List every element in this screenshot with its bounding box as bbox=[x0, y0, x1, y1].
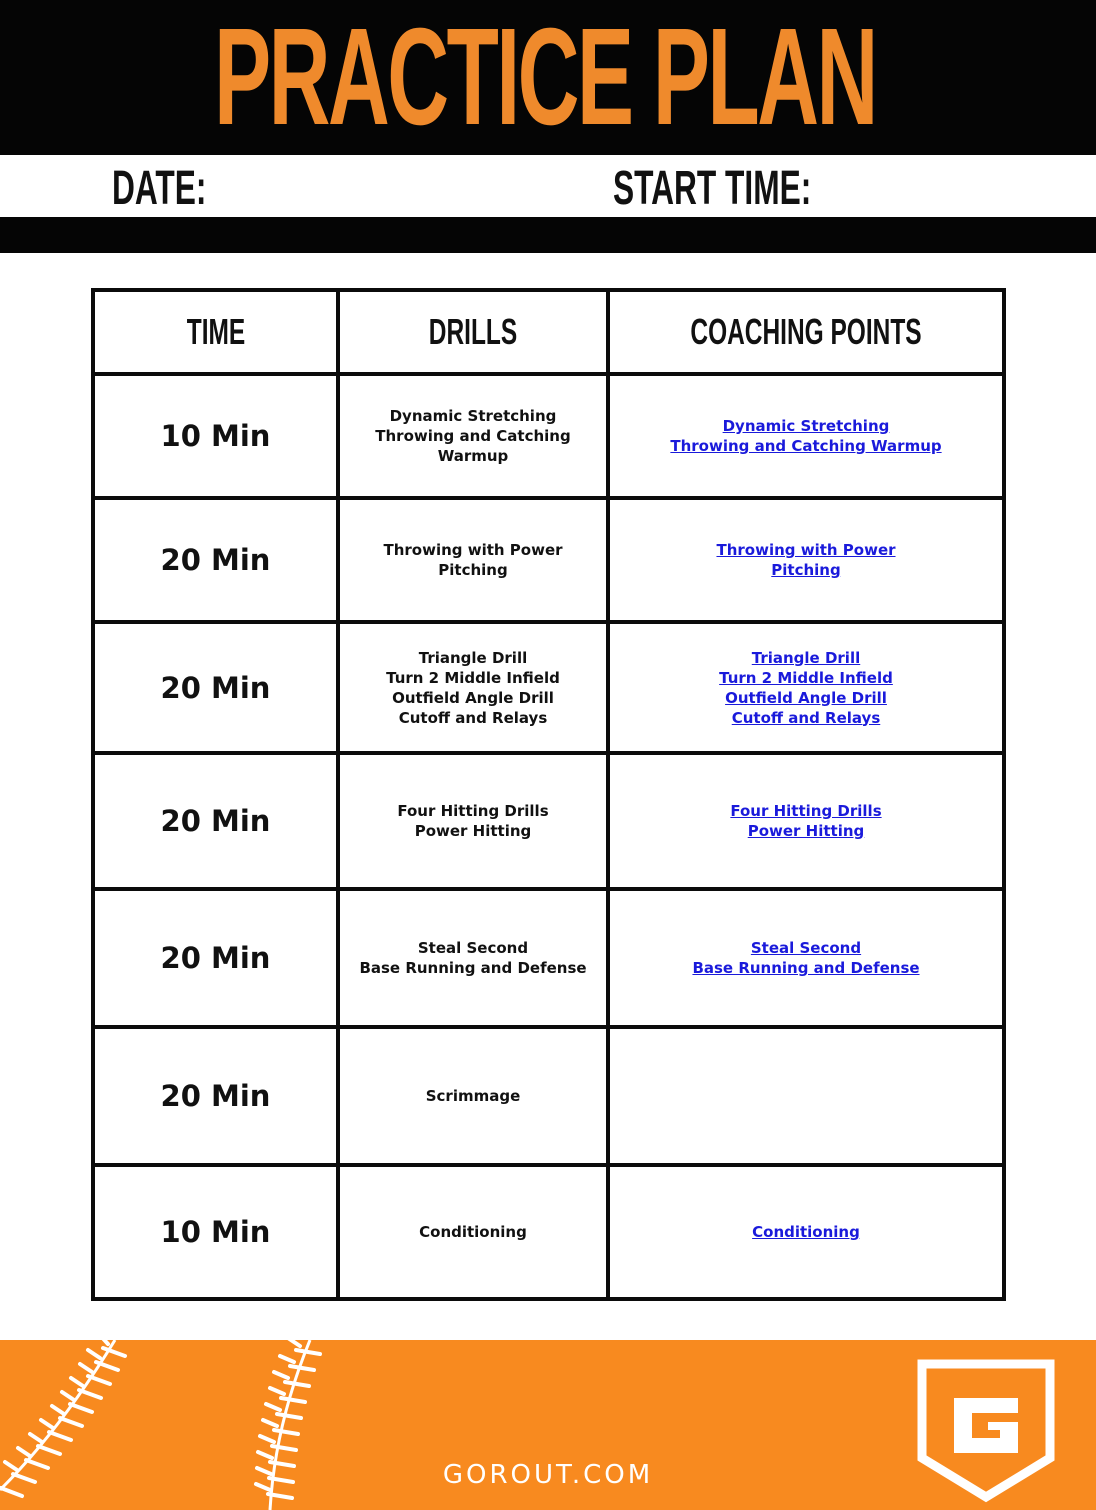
time-cell: 10 Min bbox=[93, 1165, 338, 1299]
coaching-points-column-header: COACHING POINTS bbox=[608, 290, 1004, 374]
table-header-row bbox=[93, 290, 1004, 374]
table-row bbox=[93, 498, 1004, 622]
time-cell: 20 Min bbox=[93, 622, 338, 753]
drills-cell bbox=[338, 622, 608, 753]
coaching-point-link[interactable]: Pitching bbox=[771, 561, 841, 579]
drill-name: Scrimmage bbox=[425, 1087, 521, 1105]
time-column-header: TIME bbox=[93, 290, 338, 374]
coaching-points-cell bbox=[608, 1165, 1004, 1299]
time-cell: 10 Min bbox=[93, 374, 338, 498]
coaching-point-link[interactable]: Triangle Drill bbox=[751, 648, 861, 667]
coaching-points-cell bbox=[608, 374, 1004, 498]
footer bbox=[0, 1340, 1096, 1510]
table-row bbox=[93, 1165, 1004, 1299]
drills-cell bbox=[338, 374, 608, 498]
table-row bbox=[93, 374, 1004, 498]
time-cell: 20 Min bbox=[93, 753, 338, 889]
coaching-point-link[interactable]: Throwing with Power bbox=[716, 541, 896, 559]
table-row bbox=[93, 622, 1004, 753]
coaching-point-link[interactable]: Dynamic Stretching bbox=[722, 417, 890, 435]
time-cell: 20 Min bbox=[93, 889, 338, 1027]
header-bar bbox=[0, 0, 1096, 155]
page-title: PRACTICE PLAN bbox=[214, 0, 876, 154]
drills-cell bbox=[338, 753, 608, 889]
drill-name: Steal Second bbox=[417, 939, 529, 957]
coaching-points-cell bbox=[608, 498, 1004, 622]
coaching-point-link[interactable]: Throwing and Catching Warmup bbox=[670, 437, 942, 455]
coaching-points-cell bbox=[608, 1027, 1004, 1165]
coaching-points-cell bbox=[608, 753, 1004, 889]
table-body bbox=[93, 374, 1004, 1299]
coaching-points-cell bbox=[608, 889, 1004, 1027]
time-cell: 20 Min bbox=[93, 498, 338, 622]
drill-name: Turn 2 Middle Infield bbox=[386, 668, 560, 687]
drill-name: Dynamic Stretching bbox=[389, 407, 557, 425]
coaching-point-link[interactable]: Cutoff and Relays bbox=[731, 708, 881, 727]
drills-column-header: DRILLS bbox=[338, 290, 608, 374]
date-row bbox=[0, 155, 1096, 217]
table-row bbox=[93, 889, 1004, 1027]
coaching-point-link[interactable]: Four Hitting Drills bbox=[730, 802, 882, 820]
drill-name: Pitching bbox=[438, 561, 508, 579]
drills-cell bbox=[338, 889, 608, 1027]
drills-cell bbox=[338, 1165, 608, 1299]
coaching-point-link[interactable]: Power Hitting bbox=[747, 822, 865, 840]
drill-name: Throwing and Catching Warmup bbox=[375, 427, 571, 465]
drill-name: Outfield Angle Drill bbox=[392, 688, 554, 707]
coaching-point-link[interactable]: Turn 2 Middle Infield bbox=[719, 668, 893, 687]
drill-name: Triangle Drill bbox=[418, 648, 528, 667]
drill-name: Four Hitting Drills bbox=[397, 802, 549, 820]
drill-name: Throwing with Power bbox=[383, 541, 563, 559]
drill-name: Base Running and Defense bbox=[359, 959, 587, 977]
header-divider-bar bbox=[0, 217, 1096, 253]
drill-name: Cutoff and Relays bbox=[398, 708, 548, 727]
practice-plan-table bbox=[91, 288, 1006, 1301]
drills-cell bbox=[338, 1027, 608, 1165]
coaching-points-cell bbox=[608, 622, 1004, 753]
coaching-point-link[interactable]: Conditioning bbox=[752, 1223, 860, 1241]
time-cell: 20 Min bbox=[93, 1027, 338, 1165]
drills-cell bbox=[338, 498, 608, 622]
date-label: DATE: bbox=[112, 162, 207, 215]
drill-name: Conditioning bbox=[419, 1223, 527, 1241]
drill-name: Power Hitting bbox=[414, 822, 532, 840]
table-row bbox=[93, 753, 1004, 889]
coaching-point-link[interactable]: Outfield Angle Drill bbox=[725, 688, 887, 707]
start-time-label: START TIME: bbox=[613, 162, 812, 215]
coaching-point-link[interactable]: Base Running and Defense bbox=[692, 959, 920, 977]
table-row bbox=[93, 1027, 1004, 1165]
coaching-point-link[interactable]: Steal Second bbox=[750, 939, 862, 957]
website-url: GOROUT.COM bbox=[442, 1460, 654, 1490]
